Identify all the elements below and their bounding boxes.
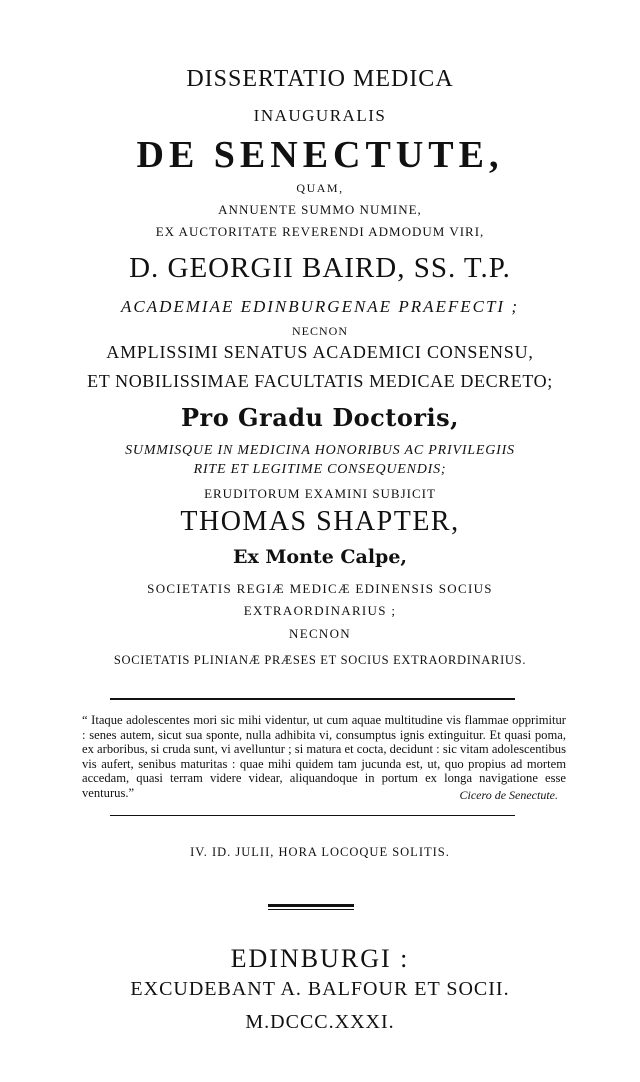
heading-de-senectute: DE SENECTUTE,	[136, 134, 504, 176]
text-summisque: SUMMISQUE IN MEDICINA HONORIBUS AC PRIVILEGIIS	[125, 443, 515, 458]
text-necnon-1: NECNON	[292, 324, 348, 338]
imprint-printer: EXCUDEBANT A. BALFOUR ET SOCII.	[130, 978, 510, 1000]
text-necnon-2: NECNON	[289, 626, 351, 641]
divider-double-rule-1	[268, 904, 354, 907]
heading-dissertatio-medica: DISSERTATIO MEDICA	[186, 66, 454, 92]
text-quam: QUAM,	[296, 181, 344, 195]
text-pro-gradu-doctoris: Pro Gradu Doctoris,	[181, 403, 459, 432]
text-annuente: ANNUENTE SUMMO NUMINE,	[218, 202, 422, 217]
heading-inauguralis: INAUGURALIS	[253, 106, 387, 125]
text-ex-auctoritate: EX AUCTORITATE REVERENDI ADMODUM VIRI,	[155, 224, 485, 239]
imprint-city: EDINBURGI :	[230, 944, 410, 973]
divider-rule-top	[110, 698, 515, 700]
date-line: IV. ID. JULII, HORA LOCOQUE SOLITIS.	[190, 845, 450, 859]
text-rite-et-legitime: RITE ET LEGITIME CONSEQUENDIS;	[193, 462, 447, 477]
divider-rule-middle	[110, 815, 515, 816]
text-nobilissimae-facultatis: ET NOBILISSIMAE FACULTATIS MEDICAE DECRETO;	[87, 371, 553, 391]
text-eruditorum: ERUDITORUM EXAMINI SUBJICIT	[204, 486, 436, 501]
text-academiae-praefecti: ACADEMIAE EDINBURGENAE PRAEFECTI ;	[120, 297, 519, 316]
text-amplissimi-senatus: AMPLISSIMI SENATUS ACADEMICI CONSENSU,	[106, 342, 534, 362]
imprint-year: M.DCCC.XXXI.	[245, 1011, 395, 1033]
epigraph-source: Cicero de Senectute.	[459, 788, 558, 802]
text-societatis-plinianae: SOCIETATIS PLINIANÆ PRÆSES ET SOCIUS EXTRAORDINARIUS.	[113, 653, 527, 667]
divider-double-rule-2	[268, 909, 354, 910]
epigraph-text: “ Itaque adolescentes mori sic mihi videntur, ut cum aquae multitudine vis flammae opprimitur : senes autem, sicut sua sponte, nulla adhibita vi, consumptus ignis extinguitur. Et quasi poma, ex arboribus, si cruda sunt, vi avelluntur ; si matura et cocta, decidunt : sic vitam adolescentibus vis aufert, senibus maturitas : quae mihi quidem tam jucunda est, ut, quo propius ad mortem accedam, quasi terram videre videar, aliquandoque in portum ex longa navigatione esse venturus.”	[82, 713, 566, 800]
text-extraordinarius: EXTRAORDINARIUS ;	[243, 603, 397, 618]
text-ex-monte-calpe: Ex Monte Calpe,	[232, 546, 408, 568]
author-name: THOMAS SHAPTER,	[180, 506, 460, 537]
text-societatis-regiae: SOCIETATIS REGIÆ MEDICÆ EDINENSIS SOCIUS	[147, 581, 493, 596]
text-georgii-baird: D. GEORGII BAIRD, SS. T.P.	[129, 252, 511, 284]
